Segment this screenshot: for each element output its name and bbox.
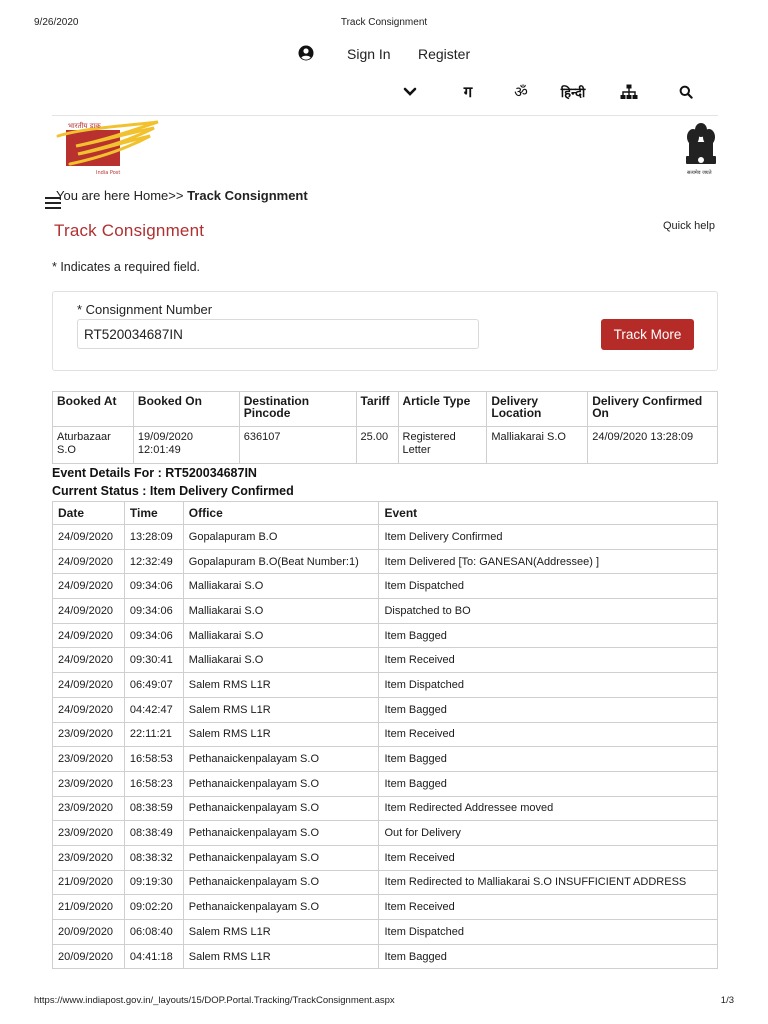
time-cell: 22:11:21 [124,722,183,747]
print-title: Track Consignment [340,17,428,28]
booked-on-cell: 19/09/2020 12:01:49 [133,427,239,464]
events-header-row [53,502,718,525]
time-cell: 13:28:09 [124,525,183,550]
summary-header-row [53,392,718,427]
article-type-cell: Registered Letter [398,427,487,464]
svg-text:भारतीय डाक: भारतीय डाक [68,122,101,130]
date-cell: 24/09/2020 [53,648,125,673]
office-cell: Gopalapuram B.O(Beat Number:1) [183,549,379,574]
date-cell: 24/09/2020 [53,673,125,698]
hindi-language-link[interactable] [556,80,590,104]
header-divider [52,115,718,116]
delivery-location-cell: Malliakarai S.O [487,427,588,464]
event-cell: Item Dispatched [379,574,718,599]
date-cell: 21/09/2020 [53,870,125,895]
table-row [53,599,718,624]
date-cell: 23/09/2020 [53,747,125,772]
date-cell: 24/09/2020 [53,525,125,550]
date-cell: 23/09/2020 [53,722,125,747]
time-cell: 09:30:41 [124,648,183,673]
table-row [53,920,718,945]
table-row [53,895,718,920]
auth-bar [0,44,768,64]
event-cell: Item Delivery Confirmed [379,525,718,550]
table-row [53,697,718,722]
event-cell: Item Dispatched [379,673,718,698]
svg-text:India Post: India Post [96,170,121,176]
time-cell: 08:38:49 [124,821,183,846]
office-cell: Pethanaickenpalayam S.O [183,821,379,846]
event-cell: Item Redirected Addressee moved [379,796,718,821]
office-cell: Malliakarai S.O [183,574,379,599]
table-row [53,845,718,870]
date-cell: 24/09/2020 [53,697,125,722]
office-cell: Pethanaickenpalayam S.O [183,771,379,796]
event-cell: Item Received [379,845,718,870]
time-cell: 04:42:47 [124,697,183,722]
office-cell: Pethanaickenpalayam S.O [183,796,379,821]
office-cell: Pethanaickenpalayam S.O [183,895,379,920]
consignment-number-label: * Consignment Number [77,302,213,317]
user-icon [298,45,314,61]
event-cell: Out for Delivery [379,821,718,846]
time-cell: 09:34:06 [124,599,183,624]
time-cell: 08:38:59 [124,796,183,821]
office-cell: Gopalapuram B.O [183,525,379,550]
event-cell: Item Dispatched [379,920,718,945]
sitemap-icon [620,84,638,100]
event-cell: Item Bagged [379,623,718,648]
time-cell: 09:19:30 [124,870,183,895]
consignment-summary-table [52,391,718,464]
table-row [53,648,718,673]
time-cell: 09:34:06 [124,623,183,648]
event-details-heading: Event Details For : RT520034687IN [52,466,257,480]
sitemap-button[interactable] [618,80,640,104]
date-cell: 24/09/2020 [53,549,125,574]
date-cell: 24/09/2020 [53,574,125,599]
time-cell: 08:38:32 [124,845,183,870]
toolbar [0,80,768,104]
booked-at-cell: Aturbazaar S.O [53,427,134,464]
svg-text:सत्यमेव जयते: सत्यमेव जयते [687,170,712,176]
search-button[interactable] [676,80,696,104]
table-row [53,525,718,550]
quick-help-link[interactable]: Quick help [663,220,715,232]
events-header-cell: Event [379,502,718,525]
office-cell: Malliakarai S.O [183,623,379,648]
event-cell: Item Received [379,648,718,673]
search-icon [679,85,693,99]
national-emblem-logo [681,120,721,178]
breadcrumb-home-link[interactable]: You are here Home>> [56,188,188,203]
office-cell: Salem RMS L1R [183,920,379,945]
delivery-confirmed-on-cell: 24/09/2020 13:28:09 [588,427,718,464]
summary-row [53,427,718,464]
table-row [53,574,718,599]
breadcrumb-current: Track Consignment [187,188,308,203]
table-row [53,722,718,747]
time-cell: 06:49:07 [124,673,183,698]
date-cell: 21/09/2020 [53,895,125,920]
office-cell: Pethanaickenpalayam S.O [183,845,379,870]
event-cell: Item Bagged [379,944,718,969]
breadcrumb [56,188,308,203]
summary-header-cell: Destination Pincode [239,392,356,427]
date-cell: 20/09/2020 [53,944,125,969]
india-post-logo[interactable] [54,120,160,178]
chevron-down-icon [403,87,417,97]
date-cell: 24/09/2020 [53,623,125,648]
time-cell: 09:34:06 [124,574,183,599]
date-cell: 20/09/2020 [53,920,125,945]
register-link[interactable]: Register [418,46,471,62]
time-cell: 16:58:23 [124,771,183,796]
table-row [53,870,718,895]
accessibility-button[interactable] [510,80,532,104]
destination-pincode-cell: 636107 [239,427,356,464]
expand-chevron-button[interactable] [400,80,420,104]
date-cell: 23/09/2020 [53,771,125,796]
page-title: Track Consignment [54,221,205,240]
summary-header-cell: Booked On [133,392,239,427]
time-cell: 09:02:20 [124,895,183,920]
time-cell: 06:08:40 [124,920,183,945]
office-cell: Pethanaickenpalayam S.O [183,870,379,895]
font-size-icon: ग [463,84,473,101]
current-status: Current Status : Item Delivery Confirmed [52,484,294,498]
summary-header-cell: Delivery Location [487,392,588,427]
office-cell: Salem RMS L1R [183,697,379,722]
events-header-cell: Time [124,502,183,525]
table-row [53,549,718,574]
table-row [53,623,718,648]
events-body [53,525,718,969]
print-url: https://www.indiapost.gov.in/_layouts/15/DOP.Portal.Tracking/TrackConsignment.aspx [34,995,395,1006]
time-cell: 04:41:18 [124,944,183,969]
time-cell: 12:32:49 [124,549,183,574]
font-size-button[interactable] [456,80,480,104]
office-cell: Salem RMS L1R [183,673,379,698]
office-cell: Salem RMS L1R [183,944,379,969]
events-header-cell: Date [53,502,125,525]
table-row [53,796,718,821]
hindi-label: हिन्दी [560,85,586,100]
office-cell: Salem RMS L1R [183,722,379,747]
track-more-button[interactable]: Track More [601,319,694,350]
summary-header-cell: Booked At [53,392,134,427]
accessibility-icon: ॐ [514,84,528,101]
event-cell: Item Bagged [379,697,718,722]
event-cell: Item Bagged [379,747,718,772]
event-cell: Item Received [379,722,718,747]
sign-in-link[interactable]: Sign In [347,46,391,62]
events-header-cell: Office [183,502,379,525]
event-details-table [52,501,718,969]
table-row [53,944,718,969]
office-cell: Malliakarai S.O [183,648,379,673]
print-header [34,17,734,31]
required-field-note: * Indicates a required field. [52,260,201,274]
tariff-cell: 25.00 [356,427,398,464]
table-row [53,673,718,698]
event-cell: Item Redirected to Malliakarai S.O INSUFFICIENT ADDRESS [379,870,718,895]
date-cell: 23/09/2020 [53,845,125,870]
table-row [53,771,718,796]
event-cell: Item Bagged [379,771,718,796]
date-cell: 23/09/2020 [53,821,125,846]
consignment-form [52,291,718,371]
event-cell: Item Delivered [To: GANESAN(Addressee) ] [379,549,718,574]
consignment-number-input[interactable] [77,319,479,349]
event-cell: Dispatched to BO [379,599,718,624]
event-cell: Item Received [379,895,718,920]
office-cell: Pethanaickenpalayam S.O [183,747,379,772]
summary-header-cell: Tariff [356,392,398,427]
time-cell: 16:58:53 [124,747,183,772]
summary-header-cell: Article Type [398,392,487,427]
summary-header-cell: Delivery Confirmed On [588,392,718,427]
date-cell: 24/09/2020 [53,599,125,624]
print-page-number: 1/3 [720,995,734,1006]
print-date: 9/26/2020 [34,17,79,28]
office-cell: Malliakarai S.O [183,599,379,624]
date-cell: 23/09/2020 [53,796,125,821]
table-row [53,747,718,772]
table-row [53,821,718,846]
